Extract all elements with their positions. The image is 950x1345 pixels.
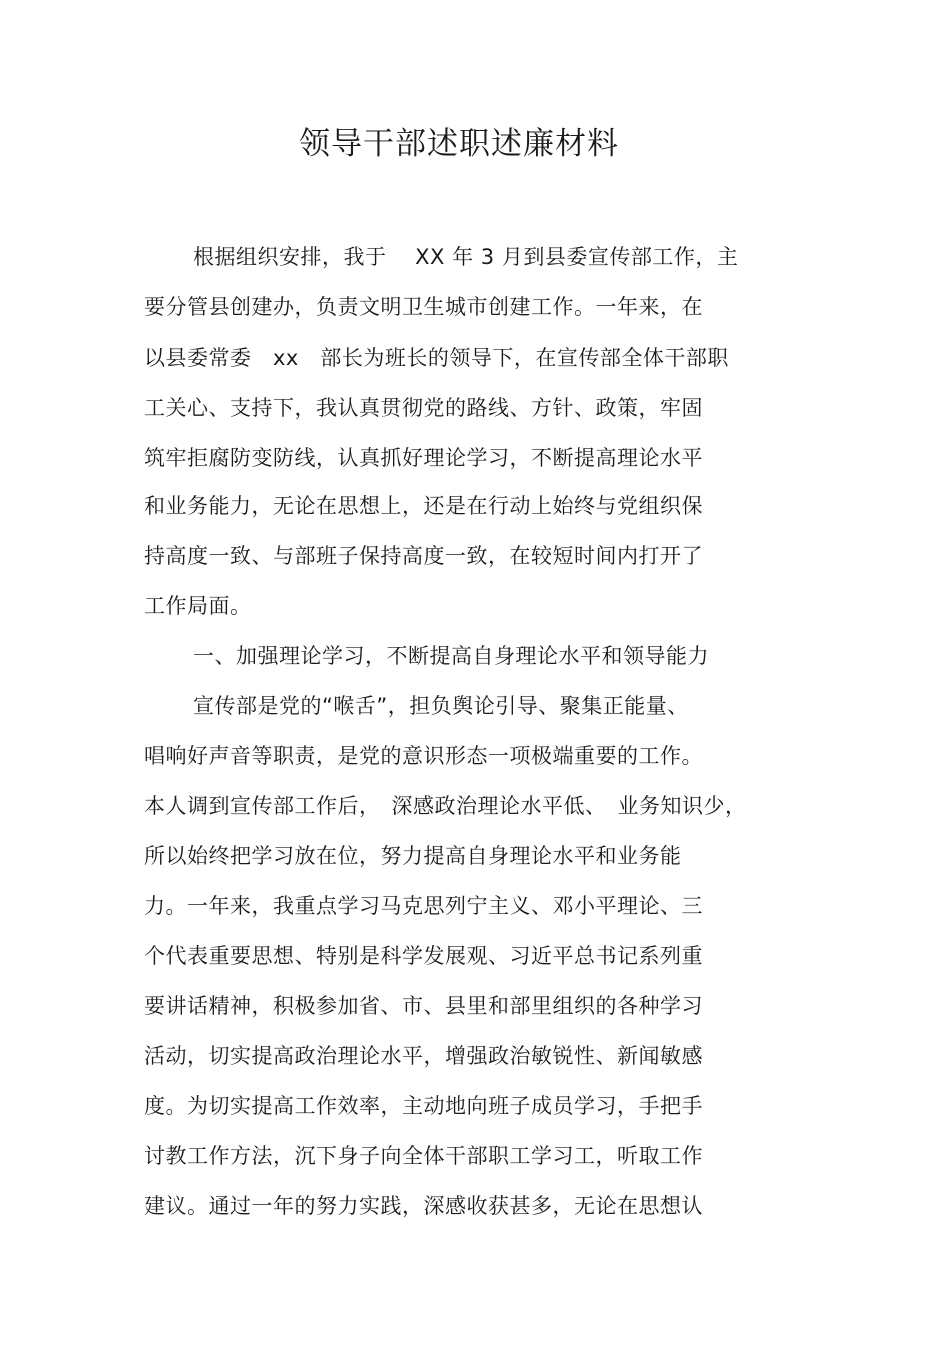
paragraph-line: 工作局面。	[144, 594, 252, 618]
paragraph-line: 讨教工作方法，沉下身子向全体干部职工学习工，听取工作	[144, 1144, 703, 1168]
paragraph-line: 度。为切实提高工作效率，主动地向班子成员学习，手把手	[144, 1094, 703, 1118]
paragraph-line: 工关心、支持下，我认真贯彻党的路线、方针、政策，牢固	[144, 396, 703, 420]
paragraph-line: 要分管县创建办，负责文明卫生城市创建工作。一年来，在	[144, 295, 703, 319]
paragraph-line: 本人调到宣传部工作后， 深感政治理论水平低、 业务知识少，	[144, 794, 747, 818]
paragraph-line: 持高度一致、与部班子保持高度一致，在较短时间内打开了	[144, 544, 703, 568]
section-heading: 一、加强理论学习，不断提高自身理论水平和领导能力	[193, 644, 709, 668]
paragraph-line: 个代表重要思想、特别是科学发展观、习近平总书记系列重	[144, 944, 703, 968]
paragraph-line: 和业务能力，无论在思想上，还是在行动上始终与党组织保	[144, 494, 703, 518]
paragraph-line: 根据组织安排，我于 XX 年 3 月到县委宣传部工作，主	[193, 245, 739, 269]
paragraph-line: 要讲话精神，积极参加省、市、县里和部里组织的各种学习	[144, 994, 703, 1018]
paragraph-line: 活动，切实提高政治理论水平，增强政治敏锐性、新闻敏感	[144, 1044, 703, 1068]
paragraph-line: 以县委常委 xx 部长为班长的领导下，在宣传部全体干部职	[144, 346, 729, 370]
paragraph-line: 所以始终把学习放在位，努力提高自身理论水平和业务能	[144, 844, 682, 868]
paragraph-line: 筑牢拒腐防变防线，认真抓好理论学习，不断提高理论水平	[144, 446, 703, 470]
paragraph-line: 宣传部是党的“喉舌”，担负舆论引导、聚集正能量、	[193, 694, 689, 718]
paragraph-line: 力。一年来，我重点学习马克思列宁主义、邓小平理论、三	[144, 894, 703, 918]
paragraph-line: 唱响好声音等职责，是党的意识形态一项极端重要的工作。	[144, 744, 703, 768]
document-title: 领导干部述职述廉材料	[299, 126, 619, 162]
paragraph-line: 建议。通过一年的努力实践，深感收获甚多，无论在思想认	[144, 1194, 703, 1218]
